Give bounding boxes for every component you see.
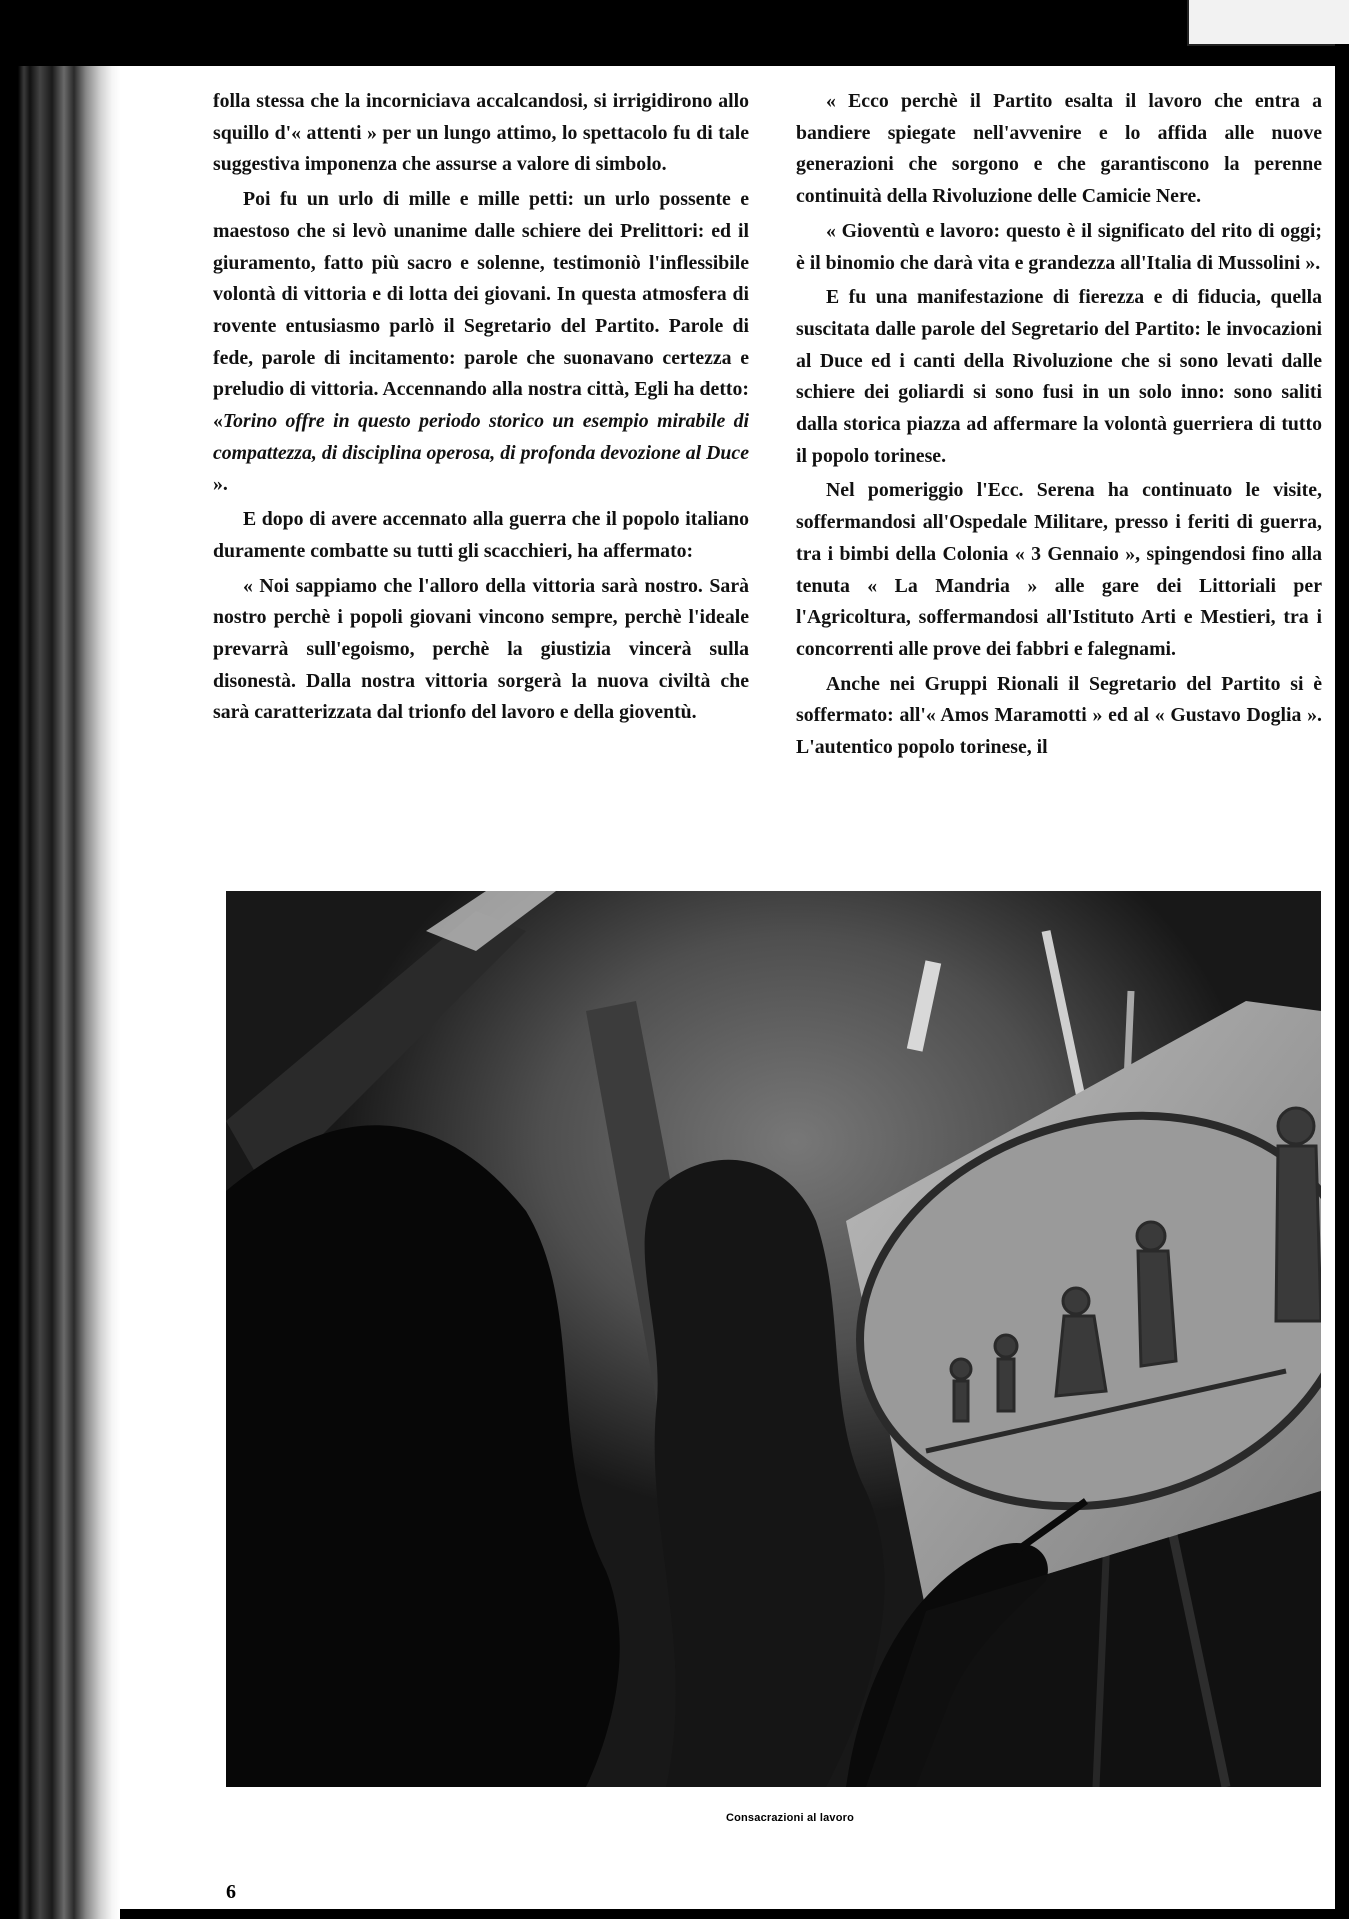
scan-bottom-border <box>0 1909 1349 1919</box>
right-paragraph-5: Anche nei Gruppi Rionali il Segretario del Partito si è soffermato: all'« Amos Maramotti » ed al « Gustavo Doglia ». L'autentico popolo torinese, il <box>796 672 1322 759</box>
left-text-column <box>213 86 749 732</box>
left-paragraph-2 <box>213 184 749 501</box>
left-paragraph-4: « Noi sappiamo che l'alloro della vittoria sarà nostro. Sarà nostro perchè i popoli giovani vincono sempre, perchè l'ideale prevarrà sull'egoismo, perchè la giustizia vincerà sulla disonestà. Dalla nostra vittoria sorgerà la nuova civiltà che sarà caratterizzata dal trionfo del lavoro e della gioventù. <box>213 574 749 724</box>
right-paragraph-1: « Ecco perchè il Partito esalta il lavoro che entra a bandiere spiegate nell'avvenire e lo affida alle nuove generazioni che sorgono e che garantiscono la perenne continuità della Rivoluzione delle Camicie Nere. <box>796 90 1322 208</box>
book-binding-shadow <box>0 66 120 1919</box>
left-paragraph-1: folla stessa che la incorniciava accalcandosi, si irrigidirono allo squillo d'« attenti » per un lungo attimo, lo spettacolo fu di tale suggestiva imponenza che assurse a valore di simbolo. <box>213 90 749 176</box>
right-paragraph-2: « Gioventù e lavoro: questo è il significato del rito di oggi; è il binomio che darà vita e grandezza all'Italia di Mussolini ». <box>796 219 1322 274</box>
scan-right-border <box>1335 44 1349 1919</box>
right-text-column <box>796 86 1322 767</box>
left-paragraph-2-text: Poi fu un urlo di mille e mille petti: un urlo possente e maestoso che si levò unanime dalle schiere dei Prelittori: ed il giuramento, fatto più sacro e solenne, testimoniò l'inflessibile volontà di vittoria e di lotta dei giovani. In questa atmosfera di rovente entusiasmo parlò il Segretario del Partito. Parole di fede, parole di incitamento: parole che suonavano certezza e preludio di vittoria. Accennando alla nostra città, Egli ha detto: « <box>213 188 749 433</box>
page-number: 6 <box>226 1881 236 1903</box>
quote-torino: Torino offre in questo periodo storico un esempio mirabile di compattezza, di disciplina operosa, di profonda devozione al Duce <box>213 410 749 464</box>
scan-top-border <box>0 0 1349 66</box>
right-paragraph-3: E fu una manifestazione di fierezza e di fiducia, quella suscitata dalle parole del Segretario del Partito: le invocazioni al Duce ed i canti della Rivoluzione che si sono levati dalle schiere dei goliardi si sono fusi in un solo inno: sono saliti dalla storica piazza ad affermare la volontà guerriera di tutto il popolo torinese. <box>796 286 1322 467</box>
left-paragraph-2-end: ». <box>213 473 228 496</box>
left-paragraph-3: E dopo di avere accennato alla guerra che il popolo italiano duramente combatte su tutti gli scacchieri, ha affermato: <box>213 508 749 562</box>
photo-caption: Consacrazioni al lavoro <box>725 1812 855 1824</box>
scan-corner-paper <box>1187 0 1349 46</box>
photo-painter-at-easel <box>226 891 1321 1787</box>
right-paragraph-4: Nel pomeriggio l'Ecc. Serena ha continuato le visite, soffermandosi all'Ospedale Militare, presso i feriti di guerra, tra i bimbi della Colonia « 3 Gennaio », spingendosi fino alla tenuta « La Mandria » alle gare dei Littoriali per l'Agricoltura, soffermandosi all'Istituto Arti e Mestieri, tra i concorrenti alle prove dei fabbri e falegnami. <box>796 479 1322 660</box>
